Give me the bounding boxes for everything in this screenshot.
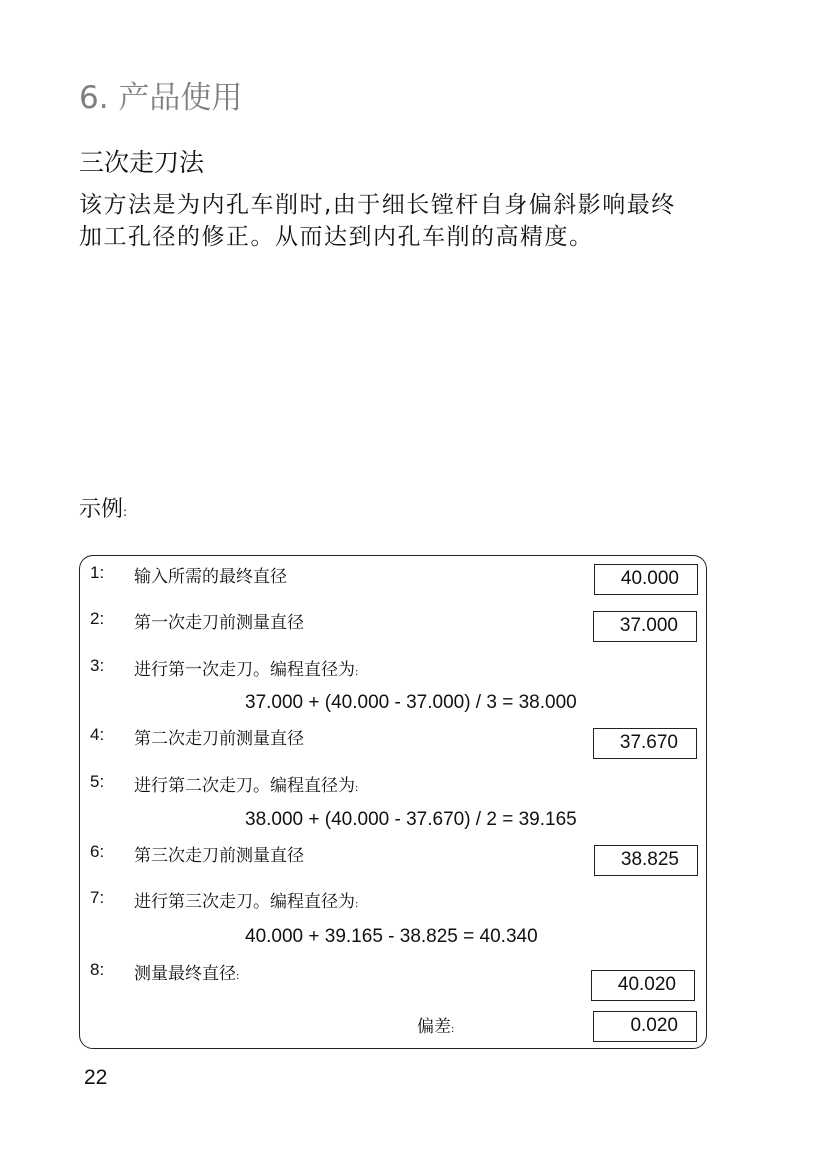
step-text-label: 进行第一次走刀。编程直径为 [134, 660, 355, 680]
step-colon: : [355, 783, 359, 794]
step-text-label: 进行第三次走刀。编程直径为 [134, 892, 355, 912]
step-number: 6: [90, 842, 105, 861]
step-text [134, 655, 358, 680]
step-number: 1: [90, 563, 105, 582]
deviation-colon: : [451, 1024, 455, 1035]
step-number: 4: [90, 725, 105, 744]
value-box-third-measure: 38.825 [594, 845, 698, 876]
value-box-deviation: 0.020 [593, 1011, 697, 1042]
step-number: 5: [90, 772, 105, 791]
deviation-label-text: 偏差 [417, 1017, 451, 1037]
step-text [134, 887, 358, 912]
step-colon: : [355, 899, 359, 910]
value-box-first-measure: 37.000 [593, 611, 697, 642]
step-text: 第一次走刀前测量直径 [134, 613, 304, 633]
description-line-1: 该方法是为内孔车削时,由于细长镗杆自身偏斜影响最终 [79, 192, 676, 218]
value-box-final-measure: 40.020 [591, 970, 695, 1001]
example-label-colon: : [123, 505, 128, 519]
formula-third-pass: 40.000 + 39.165 - 38.825 = 40.340 [245, 926, 538, 947]
description-line-2: 加工孔径的修正。从而达到内孔车削的高精度。 [79, 224, 594, 250]
step-number: 3: [90, 656, 105, 675]
subtitle: 三次走刀法 [79, 148, 205, 177]
step-colon: : [355, 667, 359, 678]
step-number: 8: [90, 960, 105, 979]
deviation-label [417, 1012, 454, 1037]
step-text-label: 进行第二次走刀。编程直径为 [134, 776, 355, 796]
step-number: 7: [90, 888, 105, 907]
step-text [134, 959, 239, 984]
step-text [134, 771, 358, 796]
formula-first-pass: 37.000 + (40.000 - 37.000) / 3 = 38.000 [245, 692, 577, 713]
formula-second-pass: 38.000 + (40.000 - 37.670) / 2 = 39.165 [245, 809, 577, 830]
value-box-second-measure: 37.670 [593, 728, 697, 759]
step-colon: : [236, 971, 240, 982]
section-title: 6. 产品使用 [79, 80, 243, 116]
step-text: 第三次走刀前测量直径 [134, 846, 304, 866]
step-text-label: 测量最终直径 [134, 964, 236, 984]
example-label [79, 492, 127, 523]
value-box-final-diameter: 40.000 [594, 564, 698, 595]
step-number: 2: [90, 609, 105, 628]
step-text: 输入所需的最终直径 [134, 567, 287, 587]
example-label-text: 示例 [79, 497, 124, 522]
page-number: 22 [84, 1066, 108, 1089]
step-text: 第二次走刀前测量直径 [134, 729, 304, 749]
